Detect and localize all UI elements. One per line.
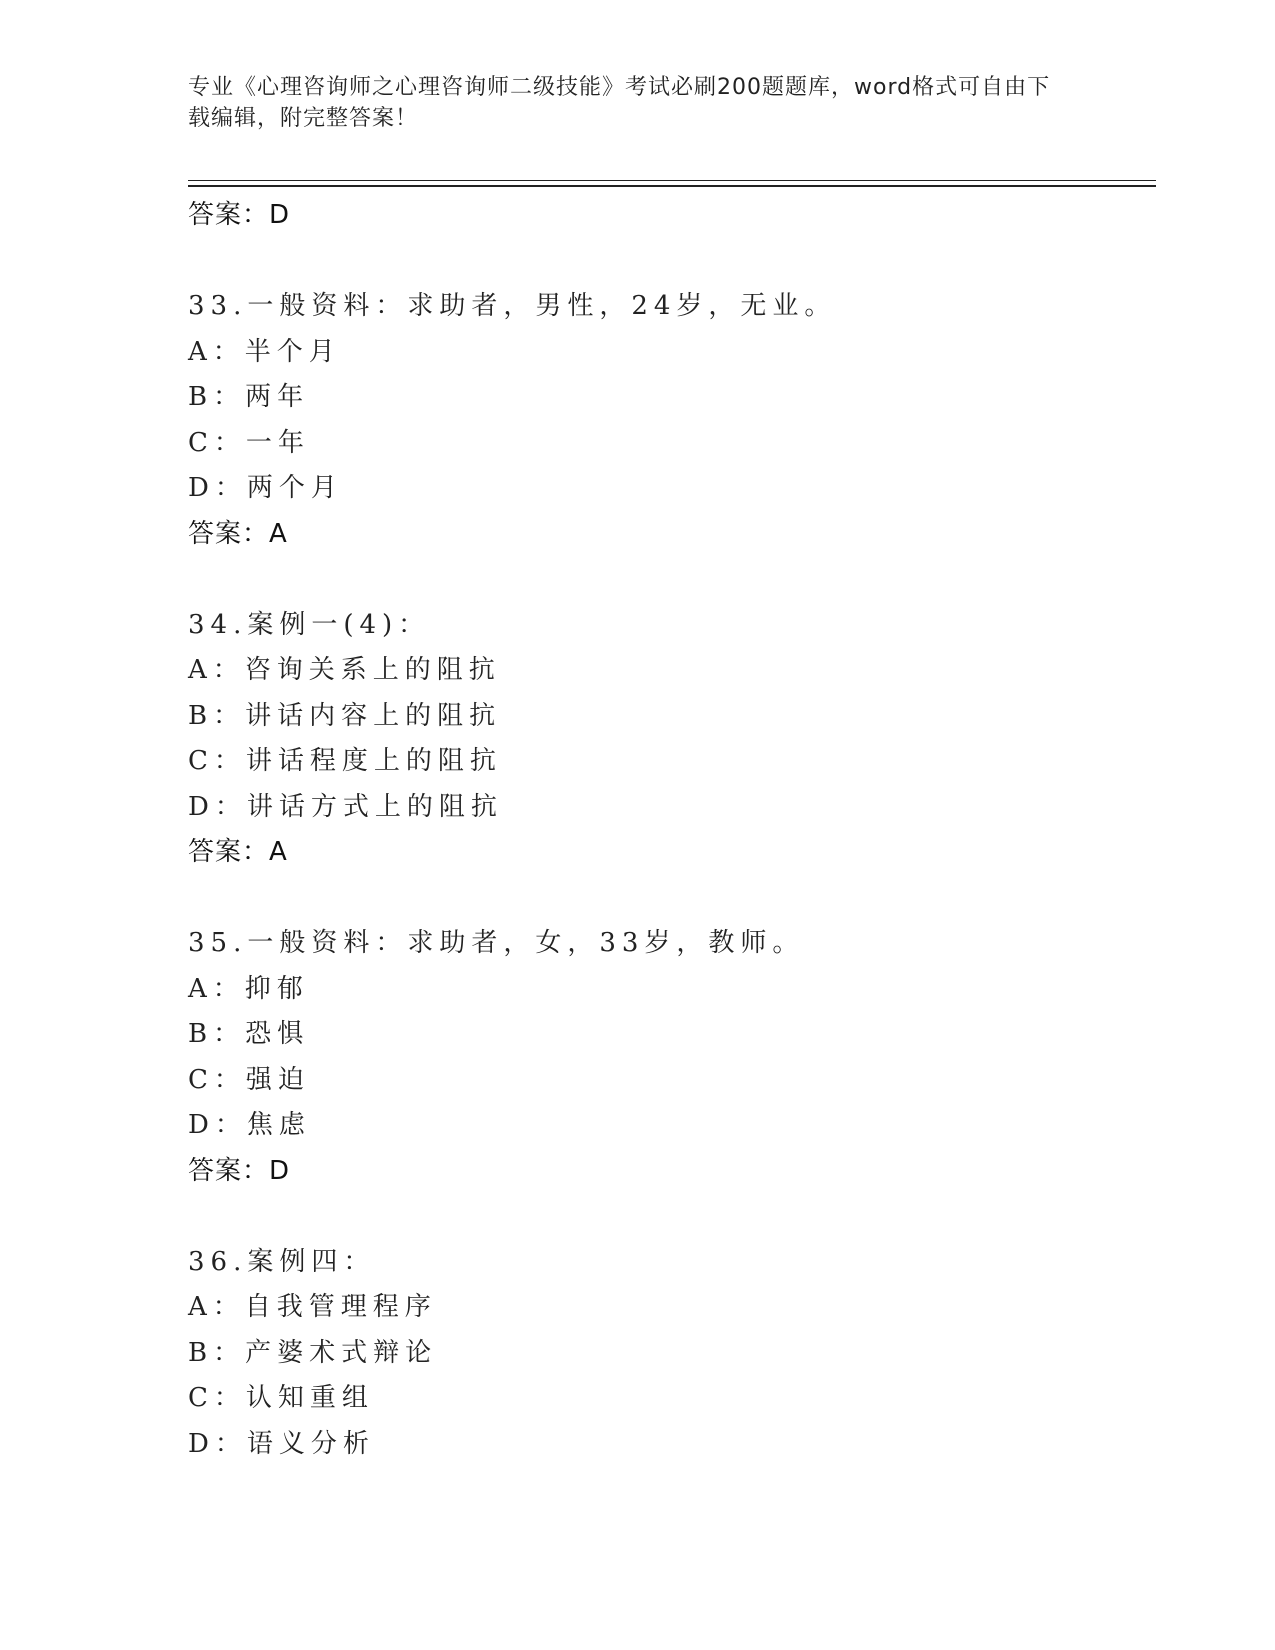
question-block [188, 603, 1138, 876]
option-a: A：抑郁 [188, 973, 309, 1004]
question-block [188, 1240, 1138, 1468]
page-header: 专业《心理咨询师之心理咨询师二级技能》考试必刷200题题库，word格式可自由下载编辑，附完整答案！ [188, 75, 1051, 131]
option-d: D：讲话方式上的阻抗 [188, 791, 503, 822]
option-c: C：强迫 [188, 1064, 310, 1095]
option-b: B：恐惧 [188, 1019, 310, 1049]
option-c: C：认知重组 [188, 1383, 374, 1413]
option-d: D：焦虑 [188, 1110, 311, 1140]
question-block [188, 921, 1138, 1194]
question-block [188, 284, 1138, 557]
question-stem: 34.案例一(4)： [188, 609, 431, 640]
option-d: D：语义分析 [188, 1428, 375, 1459]
option-b: B：两年 [188, 382, 310, 412]
option-a: A：咨询关系上的阻抗 [188, 655, 501, 685]
question-stem: 36.案例四： [188, 1246, 376, 1277]
header-rule-top [188, 180, 1156, 181]
header-rule-bottom [188, 185, 1156, 187]
question-stem: 35.一般资料：求助者，女，33岁，教师。 [188, 928, 805, 958]
question-list [188, 193, 1138, 1467]
answer-line: 答案：D [188, 1155, 291, 1186]
previous-answer: 答案：D [188, 200, 291, 230]
option-c: C：讲话程度上的阻抗 [188, 746, 502, 776]
option-a: A：半个月 [188, 336, 341, 367]
option-b: B：讲话内容上的阻抗 [188, 700, 502, 731]
option-c: C：一年 [188, 427, 310, 458]
option-d: D：两个月 [188, 473, 343, 503]
question-stem: 33.一般资料：求助者，男性，24岁，无业。 [188, 291, 837, 321]
answer-line: 答案：A [188, 837, 288, 867]
option-b: B：产婆术式辩论 [188, 1337, 438, 1368]
option-a: A：自我管理程序 [188, 1292, 437, 1322]
answer-line: 答案：A [188, 518, 288, 549]
